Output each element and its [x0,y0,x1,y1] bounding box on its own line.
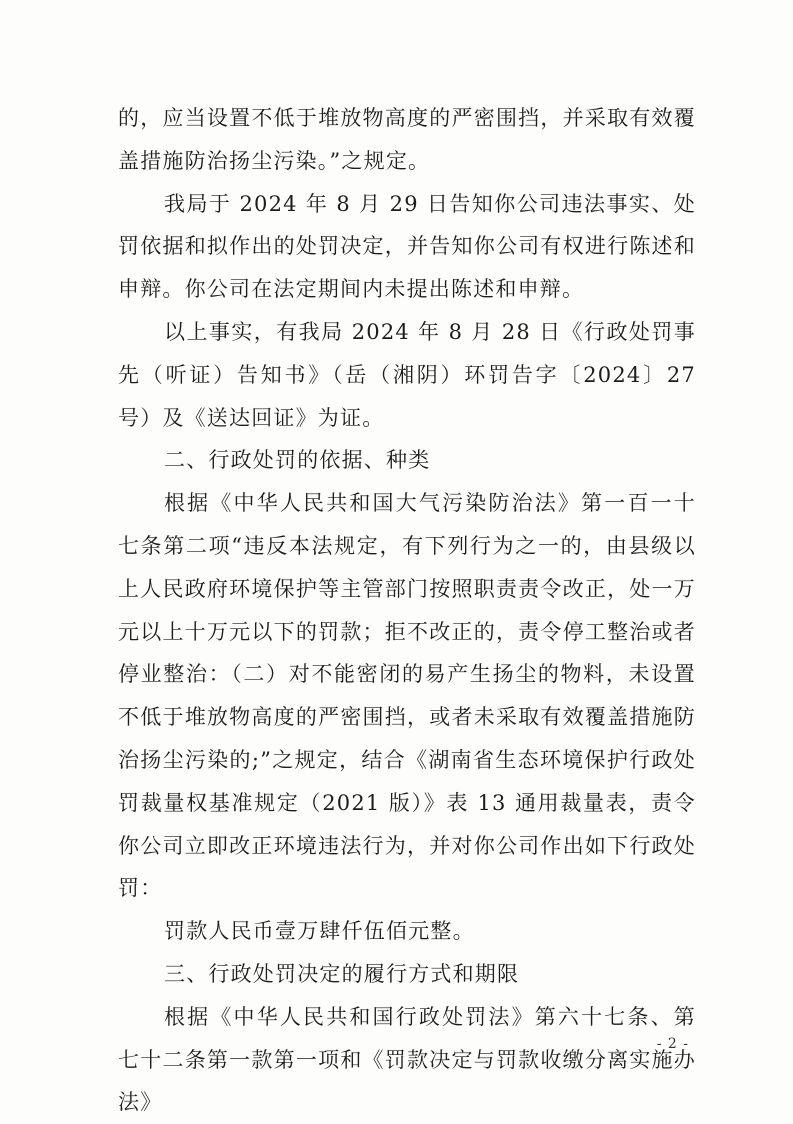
paragraph-legal-basis: 根据《中华人民共和国大气污染防治法》第一百一十七条第二项“违反本法规定，有下列行为之一的，由县级以上人民政府环境保护等主管部门按照职责责令改正，处一万元以上十万元以下的罚款；拒不改正的，责令停工整治或者停业整治：（二）对不能密闭的易产生扬尘的物料，未设置不低于堆放物高度的严密围挡，或者未采取有效覆盖措施防治扬尘污染的;”之规定，结合《湖南省生态环境保护行政处罚裁量权基准规定（2021 版）》表 13 通用裁量表，责令你公司立即改正环境违法行为，并对你公司作出如下行政处罚： [118,491,696,901]
document-body [118,97,696,1124]
paragraph-continuation: 的，应当设置不低于堆放物高度的严密围挡，并采取有效覆盖措施防治扬尘污染。”之规定。 [118,106,696,173]
paragraph-performance: 根据《中华人民共和国行政处罚法》第六十七条、第七十二条第一款第一项和《罚款决定与罚款收缴分离实施办法》 [118,1004,696,1115]
page-number: - 2 - [656,1036,689,1052]
paragraph-evidence: 以上事实，有我局 2024 年 8 月 28 日《行政处罚事先（听证）告知书》（岳（湘阴）环罚告字〔2024〕27 号）及《送达回证》为证。 [118,319,696,430]
paragraph-penalty: 罚款人民币壹万肆仟伍佰元整。 [164,919,475,944]
section-heading-basis: 二、行政处罚的依据、种类 [164,448,431,473]
paragraph-notice: 我局于 2024 年 8 月 29 日告知你公司违法事实、处罚依据和拟作出的处罚决定，并告知你公司有权进行陈述和申辩。你公司在法定期间内未提出陈述和申辩。 [118,191,696,302]
section-heading-performance: 三、行政处罚决定的履行方式和期限 [164,961,520,986]
